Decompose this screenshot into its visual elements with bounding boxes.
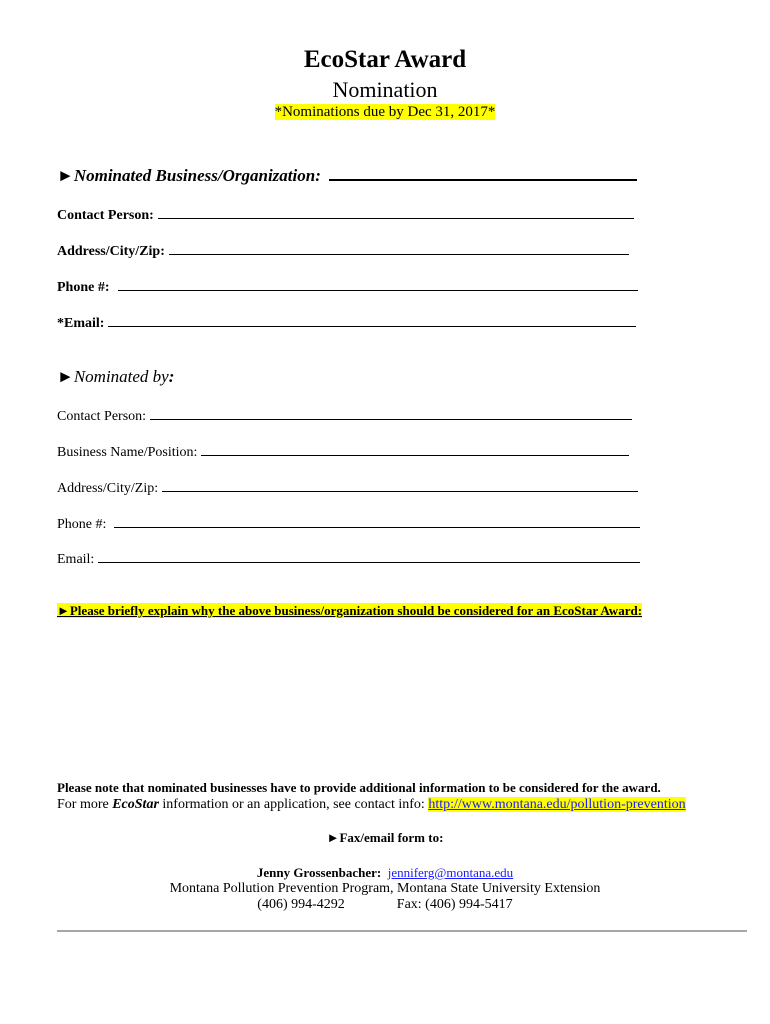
field-label: Phone #: bbox=[57, 517, 107, 532]
document-title: EcoStar Award bbox=[303, 46, 467, 73]
field-label: Business Name/Position: bbox=[57, 445, 198, 460]
nominee-phone-line[interactable] bbox=[118, 278, 638, 291]
nominee-contact-line[interactable] bbox=[158, 206, 634, 219]
nominator-heading-label: Nominated by bbox=[73, 367, 169, 386]
nominee-heading bbox=[57, 165, 637, 186]
nominator-contact-line[interactable] bbox=[150, 407, 632, 420]
additional-info-note: Please note that nominated businesses have to provide additional information to be considered for the award. bbox=[57, 780, 661, 795]
footer-divider bbox=[57, 930, 747, 932]
nominee-heading-label: Nominated Business/Organization: bbox=[73, 166, 326, 185]
more-info-line bbox=[57, 797, 686, 813]
program-name: Montana Pollution Prevention Program, Montana State University Extension bbox=[169, 881, 601, 896]
nominee-email-row bbox=[57, 314, 636, 332]
field-label: *Email: bbox=[57, 316, 105, 331]
nominator-heading bbox=[57, 367, 174, 387]
nominee-org-line[interactable] bbox=[329, 165, 637, 181]
nominator-address-row bbox=[57, 479, 638, 497]
field-label: Contact Person: bbox=[57, 208, 154, 223]
contact-line bbox=[0, 865, 770, 881]
nominator-business-line[interactable] bbox=[201, 443, 629, 456]
fax-email-label: ►Fax/email form to: bbox=[326, 830, 444, 845]
explanation-prompt bbox=[57, 603, 642, 619]
nominee-address-line[interactable] bbox=[169, 242, 629, 255]
nominator-phone-line[interactable] bbox=[114, 515, 640, 528]
more-info-suffix: information or an application, see contact info: bbox=[158, 797, 429, 812]
nominator-heading-colon: : bbox=[168, 367, 175, 386]
nominator-address-line[interactable] bbox=[162, 479, 638, 492]
document-subtitle: Nomination bbox=[332, 77, 438, 102]
field-label: Phone #: bbox=[57, 280, 110, 295]
arrow-icon: ► bbox=[57, 367, 74, 386]
arrow-icon: ► bbox=[57, 166, 74, 185]
nominator-email-row bbox=[57, 550, 640, 568]
due-date-note: *Nominations due by Dec 31, 2017* bbox=[274, 104, 496, 120]
nominee-phone-row bbox=[57, 278, 638, 296]
phone-number: (406) 994-4292 bbox=[257, 897, 345, 912]
nominator-phone-row bbox=[57, 515, 640, 533]
fax-number: Fax: (406) 994-5417 bbox=[396, 897, 513, 912]
nominator-contact-row bbox=[57, 407, 632, 425]
contact-name: Jenny Grossenbacher: bbox=[256, 865, 382, 880]
nominee-email-line[interactable] bbox=[108, 314, 636, 327]
explanation-area[interactable] bbox=[57, 625, 747, 765]
nominator-email-line[interactable] bbox=[98, 550, 640, 563]
field-label: Email: bbox=[57, 552, 95, 567]
phone-fax-line bbox=[0, 897, 770, 913]
field-label: Address/City/Zip: bbox=[57, 481, 159, 496]
contact-email-link[interactable]: jenniferg@montana.edu bbox=[387, 865, 514, 880]
field-label: Contact Person: bbox=[57, 409, 147, 424]
nominee-contact-row bbox=[57, 206, 634, 224]
explanation-prompt-text: ►Please briefly explain why the above business/organization should be considered for an EcoStar Award: bbox=[57, 603, 643, 618]
nominee-address-row bbox=[57, 242, 629, 260]
pollution-prevention-link[interactable]: http://www.montana.edu/pollution-prevention bbox=[428, 797, 686, 812]
due-date-banner bbox=[0, 104, 770, 121]
nominator-business-row bbox=[57, 443, 629, 461]
more-info-prefix: For more bbox=[57, 797, 113, 812]
more-info-brand: EcoStar bbox=[112, 797, 159, 812]
field-label: Address/City/Zip: bbox=[57, 244, 165, 259]
